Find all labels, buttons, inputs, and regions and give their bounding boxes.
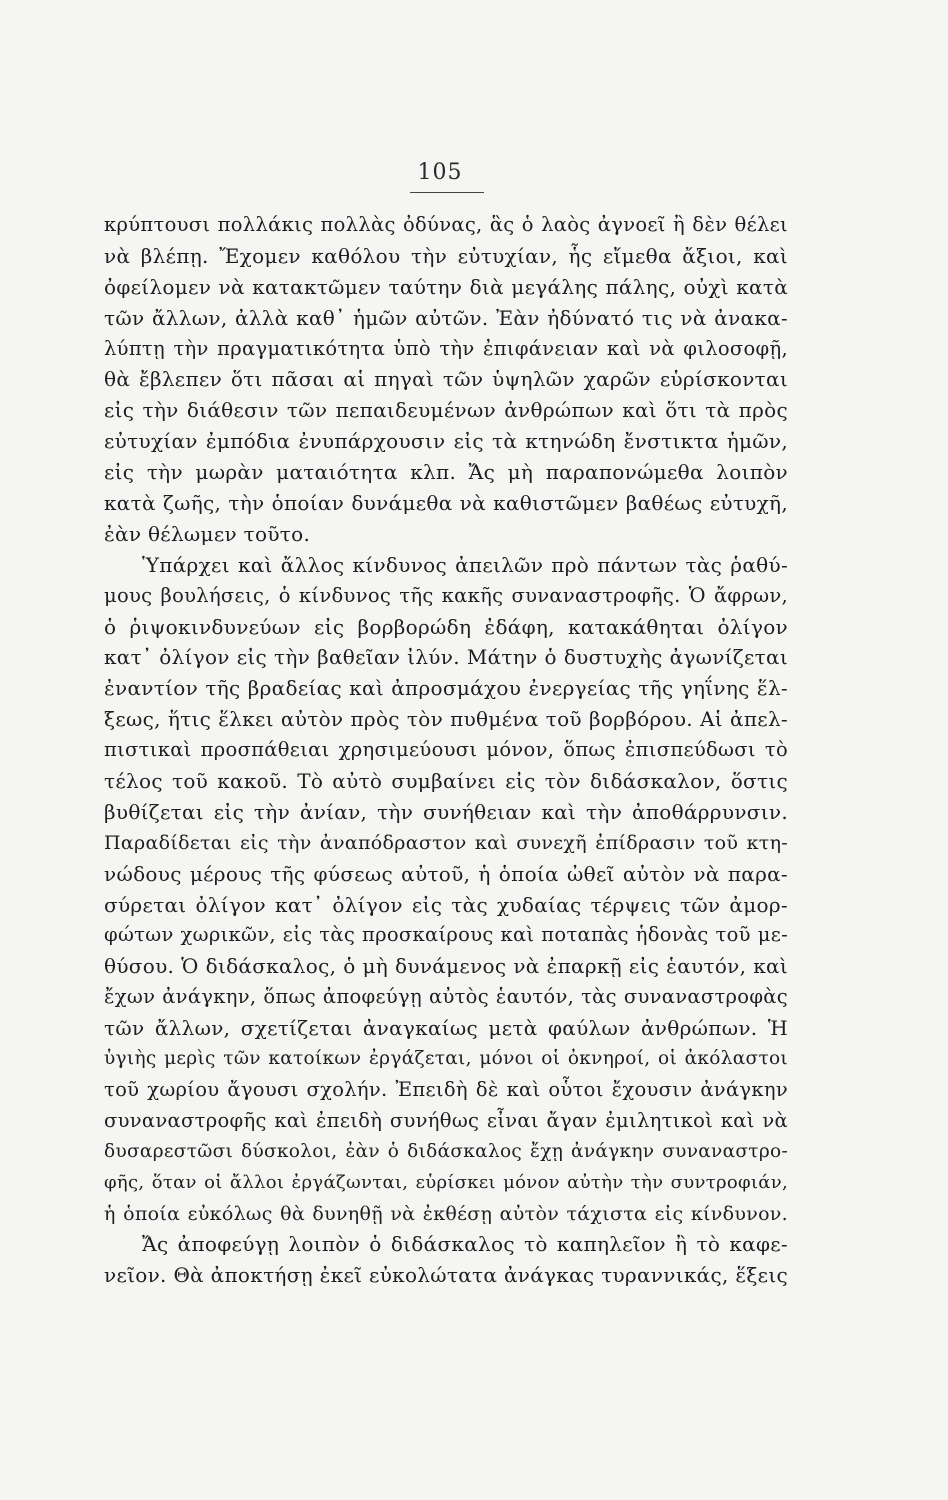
text-line: λύπτῃ τὴν πραγματικότητα ὑπὸ τὴν ἐπιφάνειαν καὶ νὰ φιλοσοφῇ, <box>104 336 788 360</box>
text-line: νὰ βλέπῃ. Ἔχομεν καθόλου τὴν εὐτυχίαν, ἧς εἴμεθα ἄξιοι, καὶ <box>104 243 788 268</box>
text-line: βυθίζεται εἰς τὴν ἀνίαν, τὴν συνήθειαν καὶ τὴν ἀποθάρρυνσιν. <box>104 799 788 824</box>
text-line: Ἄς ἀποφεύγῃ λοιπὸν ὁ διδάσκαλος τὸ καπηλεῖον ἢ τὸ καφε- <box>142 1232 788 1257</box>
text-line: ἡ ὁποία εὐκόλως θὰ δυνηθῇ νὰ ἐκθέσῃ αὐτὸν τάχιστα εἰς κίνδυνον. <box>104 1202 788 1225</box>
text-line: θὰ ἔβλεπεν ὅτι πᾶσαι αἱ πηγαὶ τῶν ὑψηλῶν χαρῶν εὑρίσκονται <box>104 367 788 392</box>
text-line: φῆς, ὅταν οἱ ἄλλοι ἐργάζωνται, εὑρίσκει μόνον αὐτὴν τὴν συντροφιάν, <box>104 1171 788 1193</box>
body-text <box>104 210 788 1291</box>
text-line: πιστικαὶ προσπάθειαι χρησιμεύουσι μόνον, ὅπως ἐπισπεύδωσι τὸ <box>104 738 788 762</box>
text-line: τέλος τοῦ κακοῦ. Τὸ αὐτὸ συμβαίνει εἰς τὸν διδάσκαλον, ὅστις <box>104 769 788 794</box>
paragraph <box>104 210 788 550</box>
page-number: 105 <box>417 160 463 185</box>
text-line: μους βουλήσεις, ὁ κίνδυνος τῆς κακῆς συναναστροφῆς. Ὁ ἄφρων, <box>104 583 788 607</box>
text-line: νεῖον. Θὰ ἀποκτήσῃ ἐκεῖ εὐκολώτατα ἀνάγκας τυραννικάς, ἕξεις <box>104 1263 788 1288</box>
text-line: τῶν ἄλλων, ἀλλὰ καθ᾽ ἡμῶν αὐτῶν. Ἐὰν ἠδύνατό τις νὰ ἀνακα- <box>104 305 788 330</box>
text-line: Παραδίδεται εἰς τὴν ἀναπόδραστον καὶ συνεχῆ ἐπίδρασιν τοῦ κτη- <box>104 831 788 854</box>
page-number-rule <box>410 192 484 193</box>
text-line: τῶν ἄλλων, σχετίζεται ἀναγκαίως μετὰ φαύλων ἀνθρώπων. Ἡ <box>104 1016 788 1041</box>
text-line: ἔχων ἀνάγκην, ὅπως ἀποφεύγῃ αὐτὸς ἑαυτόν, τὰς συναναστροφὰς <box>104 985 788 1009</box>
text-line: ὁ ῥιψοκινδυνεύων εἰς βορβορώδη ἐδάφη, κατακάθηται ὀλίγον <box>104 614 788 639</box>
text-line: σύρεται ὀλίγον κατ᾽ ὀλίγον εἰς τὰς χυδαίας τέρψεις τῶν ἀμορ- <box>104 892 788 917</box>
text-line: θύσου. Ὁ διδάσκαλος, ὁ μὴ δυνάμενος νὰ ἐπαρκῇ εἰς ἑαυτόν, καὶ <box>104 954 788 979</box>
text-line: ὀφείλομεν νὰ κατακτῶμεν ταύτην διὰ μεγάλης πάλης, οὐχὶ κατὰ <box>104 274 788 299</box>
text-line: εἰς τὴν διάθεσιν τῶν πεπαιδευμένων ἀνθρώπων καὶ ὅτι τὰ πρὸς <box>104 398 788 423</box>
text-line: εἰς τὴν μωρὰν ματαιότητα κλπ. Ἄς μὴ παραπονώμεθα λοιπὸν <box>104 460 788 485</box>
text-line: εὐτυχίαν ἐμπόδια ἐνυπάρχουσιν εἰς τὰ κτηνώδη ἔνστικτα ἡμῶν, <box>104 429 788 454</box>
text-line: Ὑπάρχει καὶ ἄλλος κίνδυνος ἀπειλῶν πρὸ πάντων τὰς ῥαθύ- <box>142 552 788 577</box>
text-line: ἐναντίον τῆς βραδείας καὶ ἀπροσμάχου ἐνεργείας τῆς γηΐνης ἕλ- <box>104 676 788 701</box>
text-line: κρύπτουσι πολλάκις πολλὰς ὀδύνας, ἃς ὁ λαὸς ἀγνοεῖ ἢ δὲν θέλει <box>104 213 788 236</box>
text-line: συναναστροφῆς καὶ ἐπειδὴ συνήθως εἶναι ἄγαν ἐμιλητικοὶ καὶ νὰ <box>104 1108 788 1132</box>
text-line: ξεως, ἥτις ἕλκει αὐτὸν πρὸς τὸν πυθμένα τοῦ βορβόρου. Αἱ ἀπελ- <box>104 707 788 732</box>
text-line: ἐὰν θέλωμεν τοῦτο. <box>104 521 311 546</box>
paragraph <box>104 1229 788 1291</box>
text-line: νώδους μέρους τῆς φύσεως αὐτοῦ, ἡ ὁποία ὠθεῖ αὐτὸν νὰ παρα- <box>104 861 788 886</box>
text-line: τοῦ χωρίου ἄγουσι σχολήν. Ἐπειδὴ δὲ καὶ οὗτοι ἔχουσιν ἀνάγκην <box>104 1077 788 1101</box>
text-line: κατ᾽ ὀλίγον εἰς τὴν βαθεῖαν ἰλύν. Μάτην ὁ δυστυχὴς ἀγωνίζεται <box>104 645 788 670</box>
text-line: κατὰ ζωῆς, τὴν ὁποίαν δυνάμεθα νὰ καθιστῶμεν βαθέως εὐτυχῆ, <box>104 491 788 516</box>
text-line: φώτων χωρικῶν, εἰς τὰς προσκαίρους καὶ ποταπὰς ἡδονὰς τοῦ με- <box>104 923 788 947</box>
text-line: ὑγιὴς μερὶς τῶν κατοίκων ἐργάζεται, μόνοι οἱ ὀκνηροί, οἱ ἀκόλαστοι <box>104 1048 788 1070</box>
paragraph <box>104 550 788 1230</box>
text-line: δυσαρεστῶσι δύσκολοι, ἐὰν ὁ διδάσκαλος ἔχῃ ἀνάγκην συναναστρο- <box>104 1140 788 1162</box>
